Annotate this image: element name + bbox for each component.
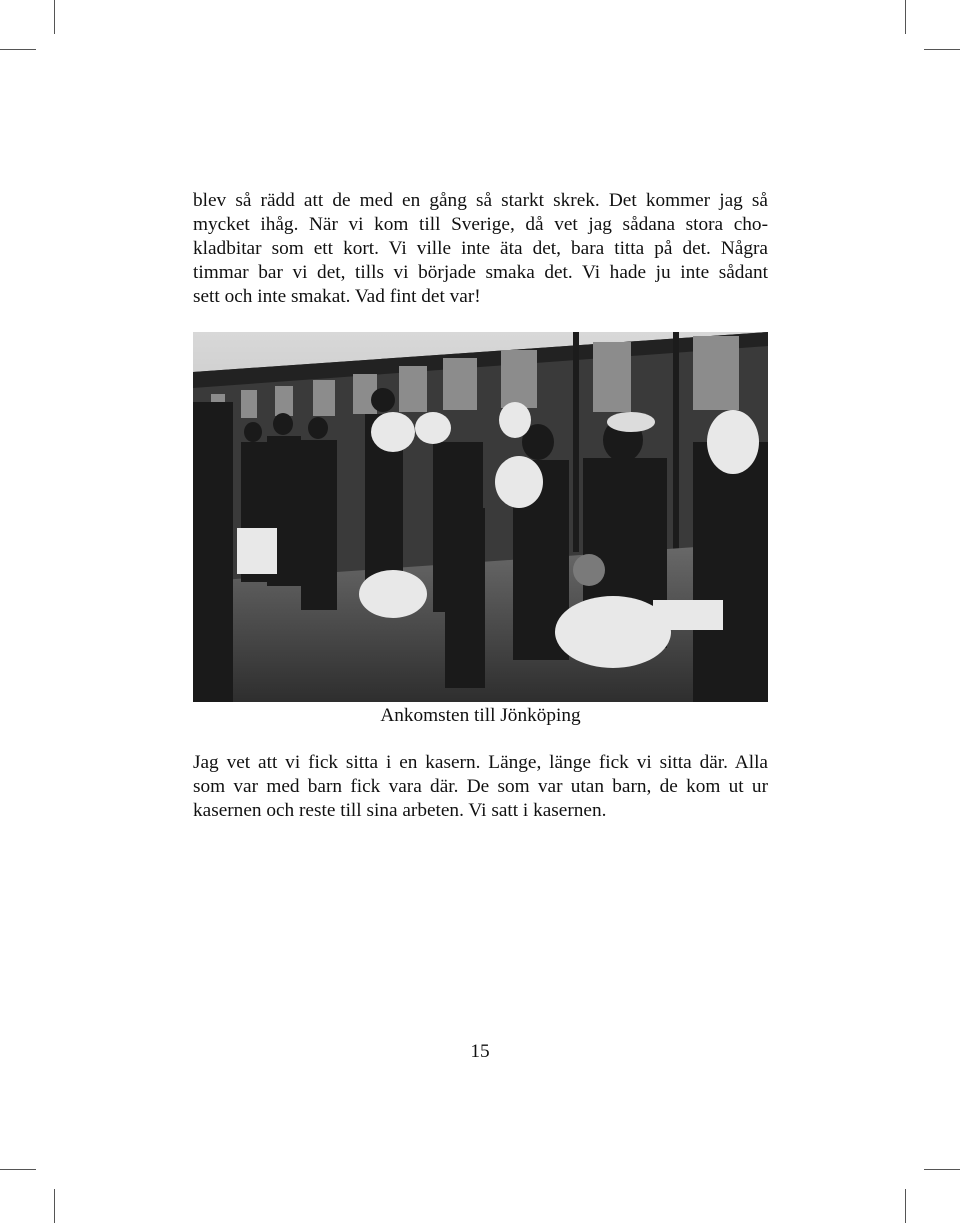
- crop-mark-top-left-vertical: [54, 0, 55, 34]
- crop-mark-top-right-horizontal: [924, 49, 960, 50]
- crop-mark-bottom-left-vertical: [54, 1189, 55, 1223]
- crop-mark-bottom-right-vertical: [905, 1189, 906, 1223]
- paragraph-line: kladbitar som ett kort. Vi ville inte äta det, bara titta på det. Några: [193, 238, 768, 259]
- body-paragraph-1: [193, 189, 768, 309]
- crop-mark-bottom-right-horizontal: [924, 1169, 960, 1170]
- paragraph-line: Jag vet att vi fick sitta i en kasern. Länge, länge fick vi sitta där. Alla: [193, 752, 768, 773]
- paragraph-line: som var med barn fick vara där. De som var utan barn, de kom ut ur: [193, 776, 768, 797]
- paragraph-line: sett och inte smakat. Vad fint det var!: [193, 286, 481, 307]
- paragraph-line: timmar bar vi det, tills vi började smaka det. Vi hade ju inte sådant: [193, 262, 768, 283]
- photo-illustration: [193, 332, 768, 702]
- page-number: 15: [470, 1041, 490, 1062]
- crop-mark-top-left-horizontal: [0, 49, 36, 50]
- historical-photo-train-platform: [193, 332, 768, 702]
- body-paragraph-2: [193, 751, 768, 823]
- paragraph-line: kasernen och reste till sina arbeten. Vi satt i kasernen.: [193, 800, 607, 821]
- crop-mark-bottom-left-horizontal: [0, 1169, 36, 1170]
- crop-mark-top-right-vertical: [905, 0, 906, 34]
- paragraph-line: mycket ihåg. När vi kom till Sverige, då vet jag sådana stora cho-: [193, 214, 768, 235]
- photo-caption: Ankomsten till Jönköping: [380, 705, 581, 726]
- paragraph-line: blev så rädd att de med en gång så starkt skrek. Det kommer jag så: [193, 190, 768, 211]
